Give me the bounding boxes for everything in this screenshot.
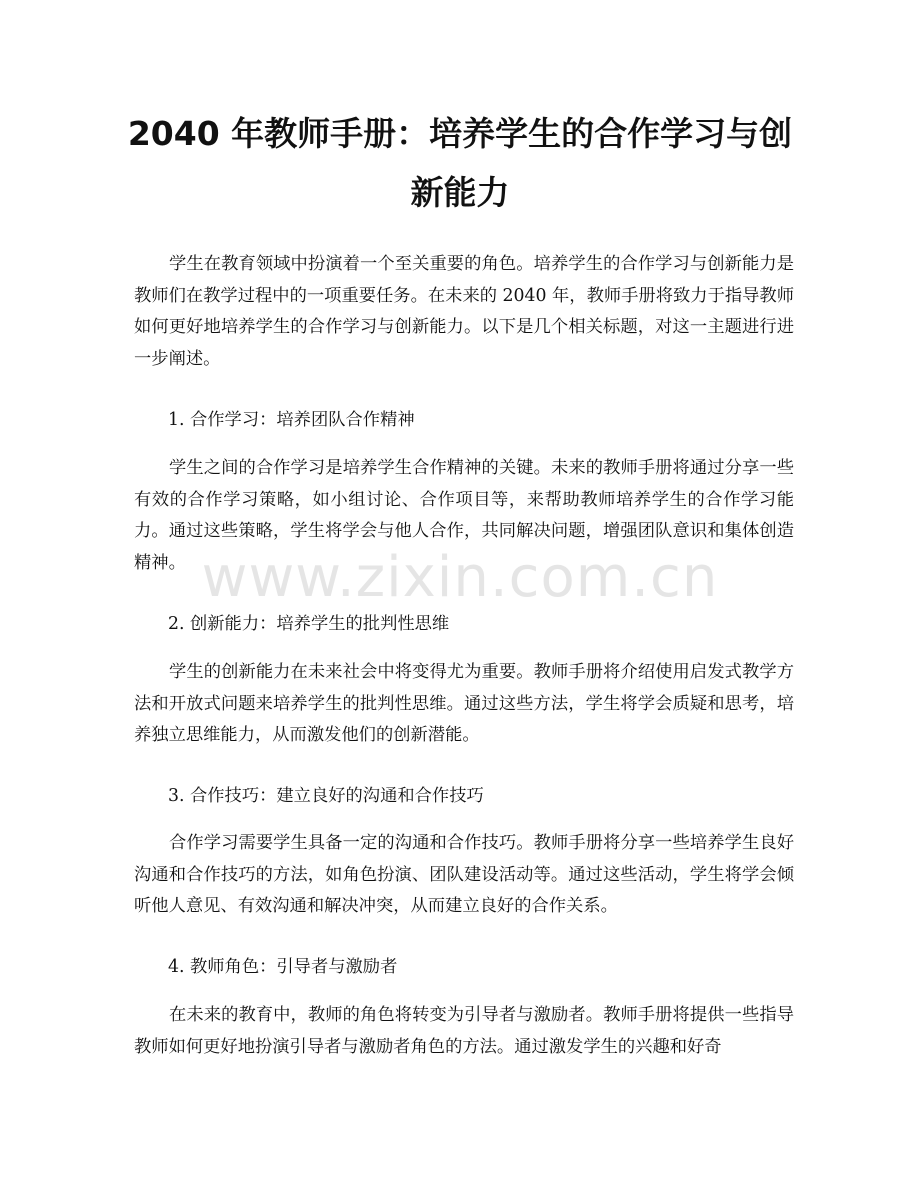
watermark: www.zixin.com.cn bbox=[201, 545, 719, 610]
section-paragraph-1: 学生之间的合作学习是培养学生合作精神的关键。未来的教师手册将通过分享一些有效的合作学习策略，如小组讨论、合作项目等，来帮助教师培养学生的合作学习能力。通过这些策略，学生将学会与他人合作，共同解决问题，增强团队意识和集体创造精神。 bbox=[134, 458, 794, 573]
section-paragraph-2: 学生的创新能力在未来社会中将变得尤为重要。教师手册将介绍使用启发式教学方法和开放式问题来培养学生的批判性思维。通过这些方法，学生将学会质疑和思考，培养独立思维能力，从而激发他们的创新潜能。 bbox=[134, 662, 794, 745]
document-title: 2040 年教师手册：培养学生的合作学习与创新能力 bbox=[127, 114, 793, 212]
section-heading-1: 1. 合作学习：培养团队合作精神 bbox=[168, 410, 415, 430]
section-paragraph-3: 合作学习需要学生具备一定的沟通和合作技巧。教师手册将分享一些培养学生良好沟通和合作技巧的方法，如角色扮演、团队建设活动等。通过这些活动，学生将学会倾听他人意见、有效沟通和解决冲突，从而建立良好的合作关系。 bbox=[134, 833, 794, 916]
intro-paragraph: 学生在教育领域中扮演着一个至关重要的角色。培养学生的合作学习与创新能力是教师们在教学过程中的一项重要任务。在未来的 2040 年，教师手册将致力于指导教师如何更好地培养学生的合作学习与创新能力。以下是几个相关标题，对这一主题进行进一步阐述。 bbox=[134, 254, 794, 369]
section-paragraph-4: 在未来的教育中，教师的角色将转变为引导者与激励者。教师手册将提供一些指导教师如何更好地扮演引导者与激励者角色的方法。通过激发学生的兴趣和好奇 bbox=[134, 1005, 794, 1057]
section-heading-4: 4. 教师角色：引导者与激励者 bbox=[168, 957, 398, 977]
section-heading-2: 2. 创新能力：培养学生的批判性思维 bbox=[168, 614, 450, 634]
section-heading-3: 3. 合作技巧：建立良好的沟通和合作技巧 bbox=[168, 786, 484, 806]
